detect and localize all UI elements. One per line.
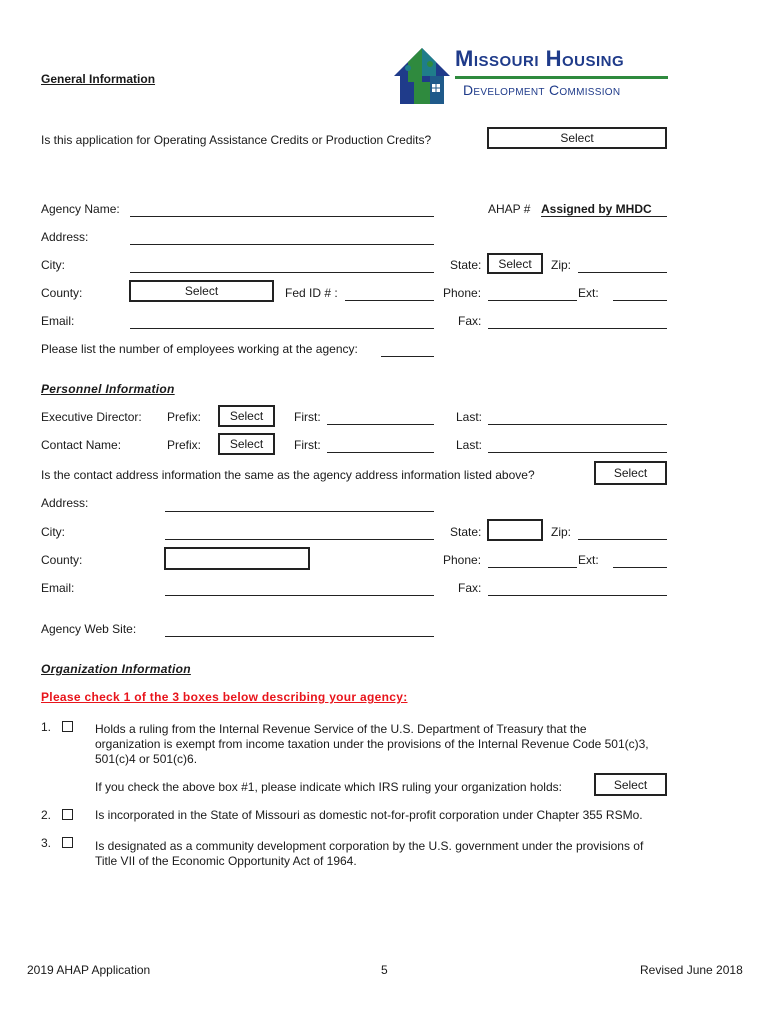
state-label: State: <box>450 258 482 272</box>
ahap-underline <box>541 216 667 217</box>
contact-county-label: County: <box>41 553 83 567</box>
state-select[interactable]: Select <box>487 253 543 274</box>
phone-field[interactable] <box>488 300 577 301</box>
contact-email-label: Email: <box>41 581 75 595</box>
exec-prefix-label: Prefix: <box>167 410 202 424</box>
exec-first-field[interactable] <box>327 424 434 425</box>
city-label: City: <box>41 258 65 272</box>
city-field[interactable] <box>130 272 434 273</box>
executive-director-label: Executive Director: <box>41 410 142 424</box>
exec-last-label: Last: <box>456 410 483 424</box>
item-number: 3. <box>41 836 52 850</box>
credits-type-select[interactable]: Select <box>487 127 667 149</box>
contact-state-select[interactable] <box>487 519 543 541</box>
website-label: Agency Web Site: <box>41 622 137 636</box>
agency-name-label: Agency Name: <box>41 202 120 216</box>
contact-last-field[interactable] <box>488 452 667 453</box>
contact-phone-label: Phone: <box>443 553 482 567</box>
item-text: Is designated as a community development corporation by the U.S. government under the provisions of Title VII of the Economic Opportunity Act of 1964. <box>95 839 644 868</box>
contact-fax-label: Fax: <box>458 581 482 595</box>
logo-divider <box>455 76 668 79</box>
exec-first-label: First: <box>294 410 321 424</box>
contact-address-label: Address: <box>41 496 89 510</box>
logo-subtitle: Development Commission <box>463 82 621 98</box>
irs-ruling-question: If you check the above box #1, please indicate which IRS ruling your organization holds: <box>95 780 562 794</box>
contact-county-select[interactable] <box>164 547 310 570</box>
address-field[interactable] <box>130 244 434 245</box>
contact-prefix-select[interactable]: Select <box>218 433 275 455</box>
phone-label: Phone: <box>443 286 482 300</box>
item-number: 1. <box>41 720 52 734</box>
website-field[interactable] <box>165 636 434 637</box>
organization-instruction: Please check 1 of the 3 boxes below describing your agency: <box>41 690 408 704</box>
contact-email-field[interactable] <box>165 595 434 596</box>
item-number: 2. <box>41 808 52 822</box>
email-label: Email: <box>41 314 75 328</box>
cdc-designation-checkbox[interactable] <box>62 837 73 848</box>
fed-id-field[interactable] <box>345 300 434 301</box>
irs-ruling-select[interactable]: Select <box>594 773 667 796</box>
contact-city-label: City: <box>41 525 65 539</box>
email-field[interactable] <box>130 328 434 329</box>
item-text: Holds a ruling from the Internal Revenue Service of the U.S. Department of Treasury that the organization is exempt from income taxation under the provisions of the Internal Revenue Code 501(c)3, 501(c)4 or 501(c)6. <box>95 722 649 766</box>
ext-field[interactable] <box>613 300 667 301</box>
zip-label: Zip: <box>551 258 572 272</box>
contact-ext-field[interactable] <box>613 567 667 568</box>
general-information-heading: General Information <box>41 72 156 86</box>
irs-ruling-checkbox[interactable] <box>62 721 73 732</box>
organization-information-heading: Organization Information <box>41 662 191 676</box>
item-text: Is incorporated in the State of Missouri as domestic not-for-profit corporation under Chapter 355 RSMo. <box>95 808 643 822</box>
contact-address-field[interactable] <box>165 511 434 512</box>
contact-state-label: State: <box>450 525 482 539</box>
ahap-value: Assigned by MHDC <box>541 202 652 216</box>
ext-label: Ext: <box>578 286 599 300</box>
employees-field[interactable] <box>381 356 434 357</box>
personnel-information-heading: Personnel Information <box>41 382 175 396</box>
contact-zip-label: Zip: <box>551 525 572 539</box>
logo-title: Missouri Housing <box>455 46 625 71</box>
contact-last-label: Last: <box>456 438 483 452</box>
contact-prefix-label: Prefix: <box>167 438 202 452</box>
ahap-label: AHAP # <box>488 202 531 216</box>
fax-field[interactable] <box>488 328 667 329</box>
zip-field[interactable] <box>578 272 667 273</box>
contact-first-field[interactable] <box>327 452 434 453</box>
contact-phone-field[interactable] <box>488 567 577 568</box>
revision-date: Revised June 2018 <box>640 963 743 977</box>
employees-label: Please list the number of employees working at the agency: <box>41 342 358 356</box>
contact-ext-label: Ext: <box>578 553 599 567</box>
county-label: County: <box>41 286 83 300</box>
exec-prefix-select[interactable]: Select <box>218 405 275 427</box>
fax-label: Fax: <box>458 314 482 328</box>
missouri-nonprofit-checkbox[interactable] <box>62 809 73 820</box>
house-puzzle-icon <box>392 46 452 106</box>
footer-title: 2019 AHAP Application <box>27 963 151 977</box>
contact-zip-field[interactable] <box>578 539 667 540</box>
same-address-question: Is the contact address information the same as the agency address information listed above? <box>41 468 535 482</box>
exec-last-field[interactable] <box>488 424 667 425</box>
address-label: Address: <box>41 230 89 244</box>
credits-question: Is this application for Operating Assistance Credits or Production Credits? <box>41 133 432 147</box>
contact-city-field[interactable] <box>165 539 434 540</box>
county-select[interactable]: Select <box>129 280 274 302</box>
contact-fax-field[interactable] <box>488 595 667 596</box>
agency-name-field[interactable] <box>130 216 434 217</box>
fed-id-label: Fed ID # : <box>285 286 338 300</box>
contact-name-label: Contact Name: <box>41 438 122 452</box>
page-number: 5 <box>381 963 388 977</box>
contact-first-label: First: <box>294 438 321 452</box>
same-address-select[interactable]: Select <box>594 461 667 485</box>
